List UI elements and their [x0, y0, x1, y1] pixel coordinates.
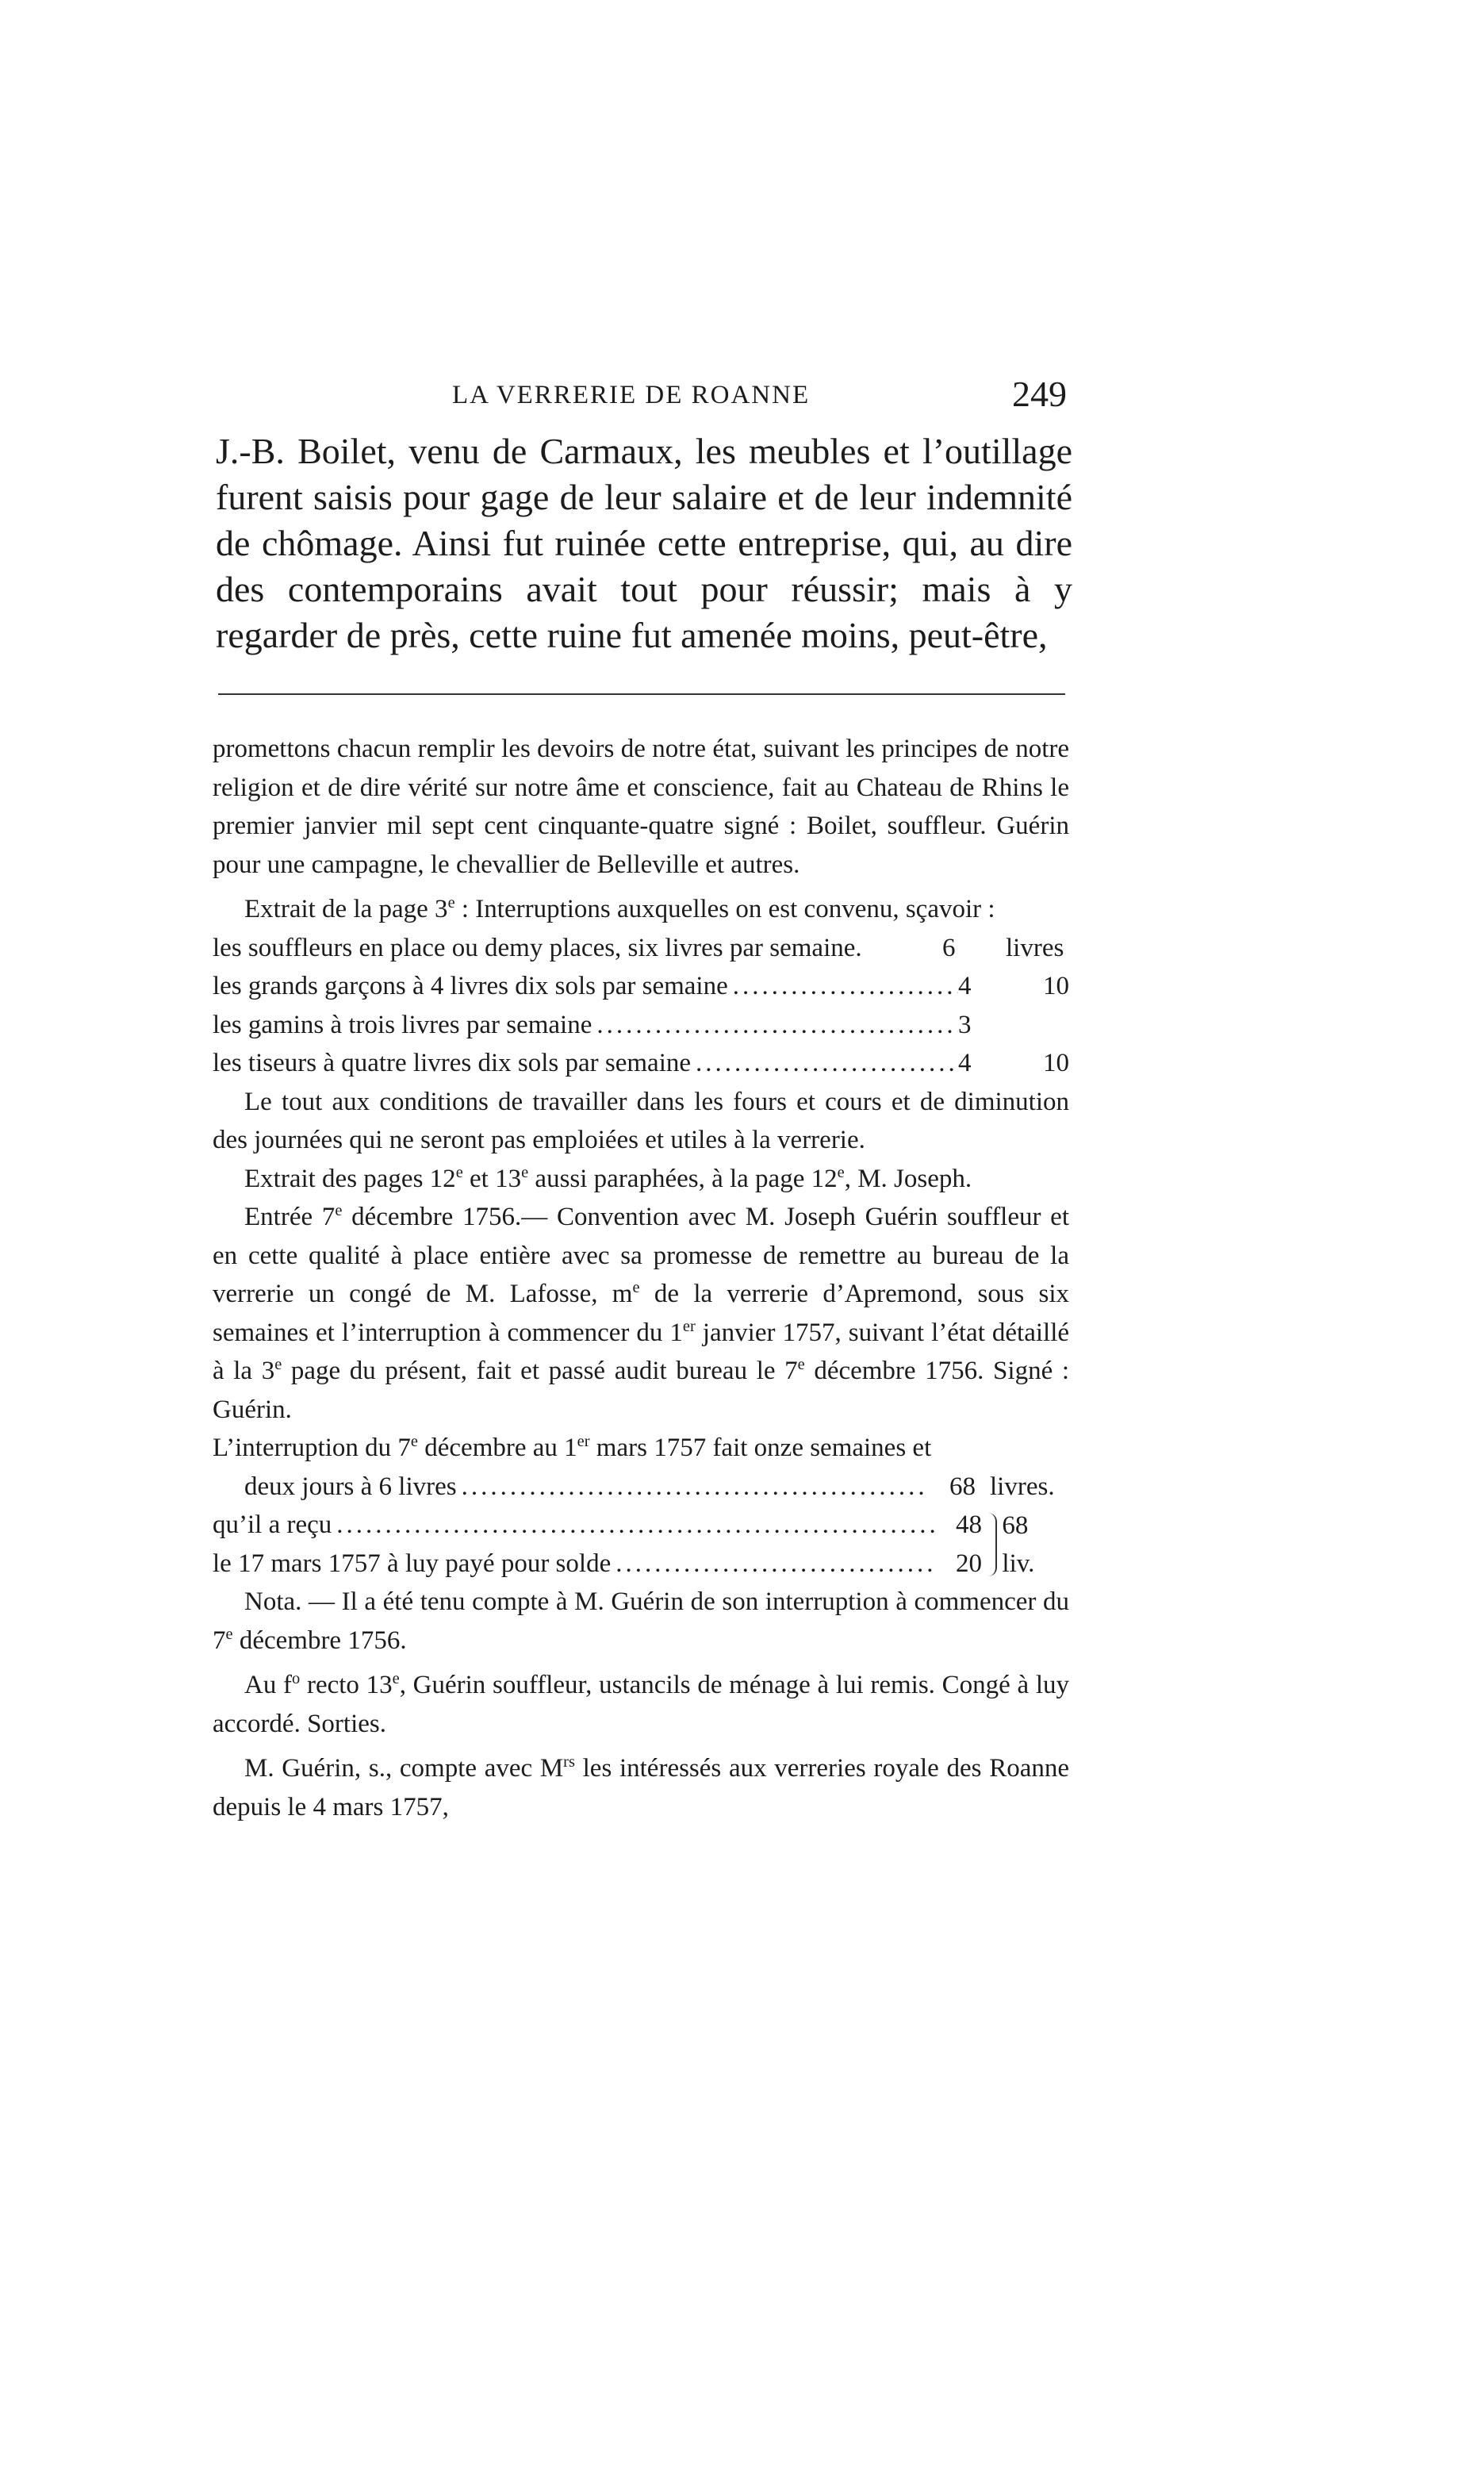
note-paragraph: Le tout aux conditions de travailler dans les fours et cours et de diminution des journées qui ne seront pas emploiées et utiles à la verrerie. [213, 1087, 1069, 1154]
account-row: deux jours à 6 livres ..... 68 livres. [213, 1468, 1061, 1507]
footnote-block [213, 730, 1069, 1826]
note-paragraph: Entrée 7e décembre 1756.— Convention avec M. Joseph Guérin souffleur et en cette qualité à place entière avec sa promesse de remettre au bureau de la verrerie un congé de M. Lafosse, $m^e$ de la verrerie d’Apremond, sous six semaines et l’interruption à commencer du 1er janvier 1757, suivant l’état détaillé à la 3e page du présent, fait et passé audit bureau le 7e décembre 1756. Signé : Guérin. [213, 1202, 1070, 1424]
footnote-rule [218, 693, 1065, 695]
page-header [214, 373, 1071, 428]
note-paragraph: promettons chacun remplir les devoirs de notre état, suivant les principes de notre religion et de dire vérité sur notre âme et conscience, fait au Chateau de Rhins le premier janvier mil sept cent cinquante-quatre signé : Boilet, souffleur. Guérin pour une campagne, le chevallier de Belleville et autres. [213, 735, 1069, 879]
account-total: 68 liv. [1002, 1510, 1035, 1578]
account-row: le 17 mars 1757 à luy payé pour solde ..... 20 [213, 1545, 982, 1583]
note-paragraph: Extrait de la page 3e : Interruptions auxquelles on est convenu, sçavoir : [244, 894, 995, 923]
running-title: LA VERRERIE DE ROANNE [452, 381, 811, 409]
wage-row: les gamins à trois livres par semaine ..... 3 [213, 1006, 1069, 1045]
note-paragraph: Nota. — Il a été tenu compte à M. Guérin de son interruption à commencer du 7e décembre 1756. [213, 1587, 1069, 1655]
note-paragraph: L’interruption du 7e décembre au 1er mars 1757 fait onze semaines et [213, 1433, 932, 1462]
account-bracket-group [213, 1506, 1053, 1583]
wage-row: les grands garçons à 4 livres dix sols par semaine ..... 4 10 [213, 967, 1069, 1006]
wage-row: les souffleurs en place ou demy places, six livres par semaine. 6 livres [213, 933, 1064, 962]
account-total-brace [988, 1509, 1053, 1580]
wage-row: les tiseurs à quatre livres dix sols par semaine ..... 4 10 [213, 1044, 1069, 1083]
note-paragraph: Au $f^o$ recto 13e, Guérin souffleur, ustancils de ménage à lui remis. Congé à luy accordé. Sorties. [213, 1670, 1070, 1738]
note-paragraph: Extrait des pages 12e et 13e aussi paraphées, à la page 12e, M. Joseph. [244, 1163, 972, 1193]
page-number: 249 [1012, 374, 1067, 414]
account-table [213, 1468, 1061, 1583]
main-text: J.-B. Boilet, venu de Carmaux, les meubles et l’outillage furent saisis pour gage de leur salaire et de leur indemnité de chômage. Ainsi fut ruinée cette entreprise, qui, au dire des contemporains avait tout pour réussir; mais à y regarder de près, cette ruine fut amenée moins, peut-être, [216, 431, 1072, 655]
account-row: qu’il a reçu ..... 48 [213, 1506, 982, 1545]
brace-icon [988, 1513, 997, 1576]
note-paragraph: M. Guérin, s., compte avec $M^{rs}$ les intéressés aux verreries royale des Roanne depuis le 4 mars 1757, [213, 1753, 1069, 1821]
wages-table [213, 929, 1069, 1083]
